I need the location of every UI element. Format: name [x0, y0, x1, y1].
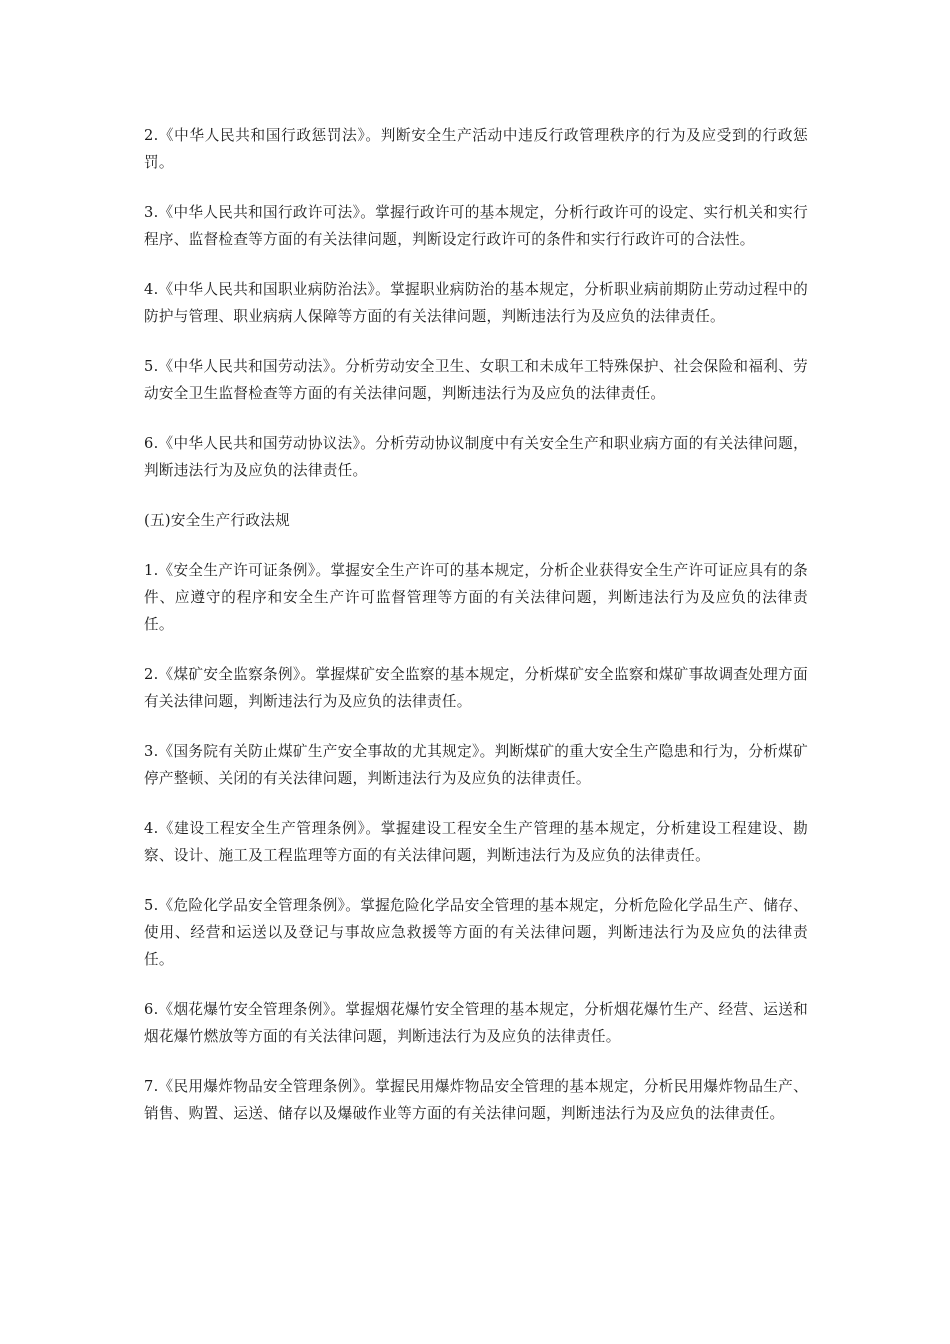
paragraph-labor-law: 5.《中华人民共和国劳动法》。分析劳动安全卫生、女职工和未成年工特殊保护、社会保险和福利、劳动安全卫生监督检查等方面的有关法律问题，判断违法行为及应负的法律责任。	[144, 358, 808, 402]
paragraph-safety-license-regulation: 1.《安全生产许可证条例》。掌握安全生产许可的基本规定，分析企业获得安全生产许可证应具有的条件、应遵守的程序和安全生产许可监督管理等方面的有关法律问题，判断违法行为及应负的法律责任。	[144, 562, 808, 633]
document-body	[144, 122, 808, 1150]
paragraph-construction-safety: 4.《建设工程安全生产管理条例》。掌握建设工程安全生产管理的基本规定，分析建设工程建设、勘察、设计、施工及工程监理等方面的有关法律问题，判断违法行为及应负的法律责任。	[144, 820, 808, 864]
paragraph-labor-contract-law: 6.《中华人民共和国劳动协议法》。分析劳动协议制度中有关安全生产和职业病方面的有关法律问题，判断违法行为及应负的法律责任。	[144, 435, 808, 479]
paragraph-occupational-disease-law: 4.《中华人民共和国职业病防治法》。掌握职业病防治的基本规定，分析职业病前期防止劳动过程中的防护与管理、职业病病人保障等方面的有关法律问题，判断违法行为及应负的法律责任。	[144, 281, 808, 325]
paragraph-coal-mine-supervision: 2.《煤矿安全监察条例》。掌握煤矿安全监察的基本规定，分析煤矿安全监察和煤矿事故调查处理方面有关法律问题，判断违法行为及应负的法律责任。	[144, 666, 808, 710]
paragraph-administrative-penalty-law: 2.《中华人民共和国行政惩罚法》。判断安全生产活动中违反行政管理秩序的行为及应受到的行政惩罚。	[144, 127, 808, 171]
paragraph-administrative-license-law: 3.《中华人民共和国行政许可法》。掌握行政许可的基本规定，分析行政许可的设定、实行机关和实行程序、监督检查等方面的有关法律问题，判断设定行政许可的条件和实行行政许可的合法性。	[144, 204, 808, 248]
section-heading-administrative-regulations: (五)安全生产行政法规	[144, 512, 291, 529]
paragraph-fireworks-safety: 6.《烟花爆竹安全管理条例》。掌握烟花爆竹安全管理的基本规定，分析烟花爆竹生产、经营、运送和烟花爆竹燃放等方面的有关法律问题，判断违法行为及应负的法律责任。	[144, 1001, 808, 1045]
paragraph-civil-explosives: 7.《民用爆炸物品安全管理条例》。掌握民用爆炸物品安全管理的基本规定，分析民用爆炸物品生产、销售、购置、运送、储存以及爆破作业等方面的有关法律问题，判断违法行为及应负的法律责任。	[144, 1078, 808, 1122]
paragraph-coal-mine-special-provisions: 3.《国务院有关防止煤矿生产安全事故的尤其规定》。判断煤矿的重大安全生产隐患和行为，分析煤矿停产整顿、关闭的有关法律问题，判断违法行为及应负的法律责任。	[144, 743, 808, 787]
paragraph-hazardous-chemicals: 5.《危险化学品安全管理条例》。掌握危险化学品安全管理的基本规定，分析危险化学品生产、储存、使用、经营和运送以及登记与事故应急救援等方面的有关法律问题，判断违法行为及应负的法律责任。	[144, 897, 808, 968]
